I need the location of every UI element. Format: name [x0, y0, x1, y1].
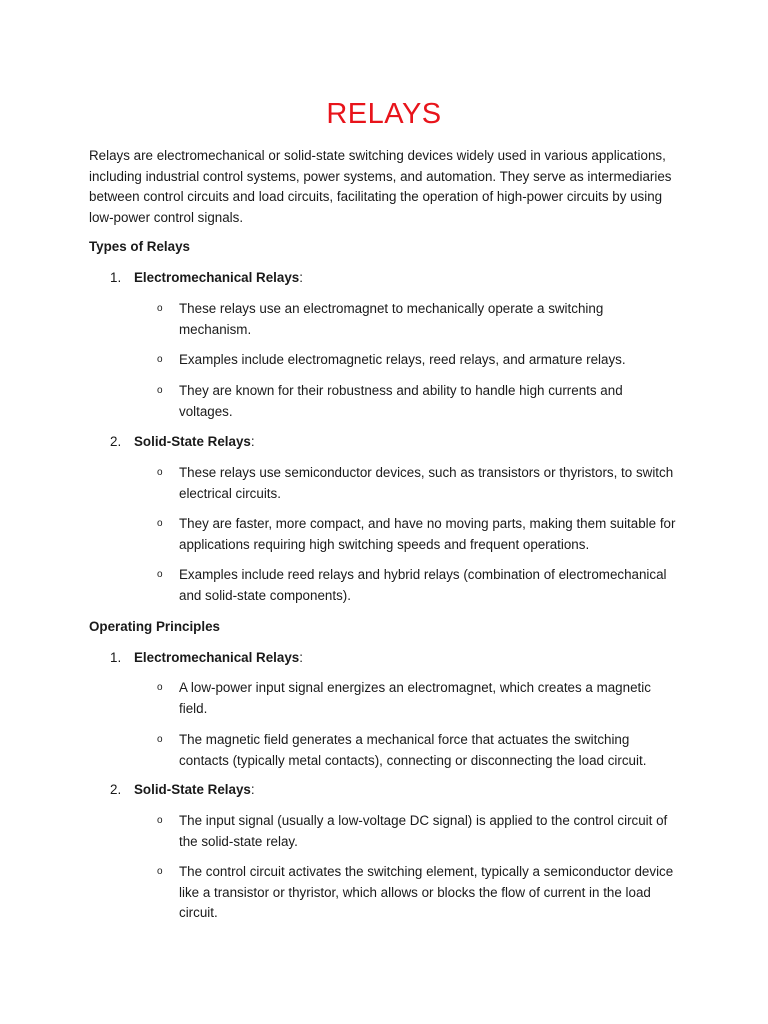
bullet-text: A low-power input signal energizes an electromagnet, which creates a magnetic field.: [179, 680, 651, 716]
list-item-suffix: :: [299, 270, 303, 285]
list-item-principles-solid-state: [110, 780, 255, 801]
bullet-item: [157, 381, 677, 422]
bullet-marker: o: [157, 866, 163, 877]
bullet-text: They are known for their robustness and ability to handle high currents and voltages.: [179, 383, 623, 419]
bullet-marker: o: [157, 518, 163, 529]
bullet-item: [157, 811, 677, 852]
bullet-item: [157, 730, 677, 771]
bullet-text: Examples include reed relays and hybrid relays (combination of electromechanical and solid-state components).: [179, 567, 667, 603]
list-item-label: Electromechanical Relays: [134, 650, 300, 665]
bullet-text: These relays use an electromagnet to mechanically operate a switching mechanism.: [179, 301, 604, 337]
bullet-text: They are faster, more compact, and have no moving parts, making them suitable for applications requiring high switching speeds and frequent operations.: [179, 516, 676, 552]
bullet-text: The input signal (usually a low-voltage DC signal) is applied to the control circuit of the solid-state relay.: [179, 813, 668, 849]
bullet-item: [157, 862, 677, 924]
list-item-types-electromechanical: [110, 268, 303, 289]
bullet-item: [157, 514, 677, 555]
bullet-text: The control circuit activates the switching element, typically a semiconductor device like a transistor or thyristor, which allows or blocks the flow of current in the load circuit.: [179, 864, 674, 921]
section-heading-types: Types of Relays: [89, 239, 190, 254]
intro-paragraph: Relays are electromechanical or solid-state switching devices widely used in various applications, including industrial control systems, power systems, and automation. They serve as intermediaries between control circuits and load circuits, facilitating the operation of high-power circuits by using low-power control signals.: [89, 148, 672, 226]
bullet-item: [157, 350, 677, 371]
list-number: 2.: [110, 782, 122, 797]
list-item-suffix: :: [299, 650, 303, 665]
list-number: 1.: [110, 270, 122, 285]
section-heading-operating-principles: Operating Principles: [89, 619, 220, 634]
bullet-marker: o: [157, 569, 163, 580]
bullet-marker: o: [157, 467, 163, 478]
list-item-label: Solid-State Relays: [134, 434, 251, 449]
list-item-label: Electromechanical Relays: [134, 270, 300, 285]
bullet-marker: o: [157, 815, 163, 826]
document-title: RELAYS: [326, 98, 442, 130]
bullet-item: [157, 678, 677, 719]
bullet-text: The magnetic field generates a mechanical force that actuates the switching contacts (typically metal contacts), connecting or disconnecting the load circuit.: [179, 732, 647, 768]
bullet-marker: o: [157, 354, 163, 365]
list-item-suffix: :: [250, 782, 255, 797]
bullet-marker: o: [157, 303, 163, 314]
list-item-types-solid-state: [110, 432, 255, 453]
bullet-item: [157, 463, 677, 504]
bullet-marker: o: [157, 682, 163, 693]
bullet-text: Examples include electromagnetic relays, reed relays, and armature relays.: [179, 352, 626, 367]
list-item-principles-electromechanical: [110, 648, 303, 669]
list-item-label: Solid-State Relays: [134, 782, 251, 797]
bullet-marker: o: [157, 385, 163, 396]
list-item-suffix: :: [250, 434, 255, 449]
bullet-marker: o: [157, 734, 163, 745]
bullet-item: [157, 299, 677, 340]
bullet-item: [157, 565, 677, 606]
list-number: 2.: [110, 434, 122, 449]
list-number: 1.: [110, 650, 122, 665]
bullet-text: These relays use semiconductor devices, such as transistors or thyristors, to switch electrical circuits.: [179, 465, 674, 501]
